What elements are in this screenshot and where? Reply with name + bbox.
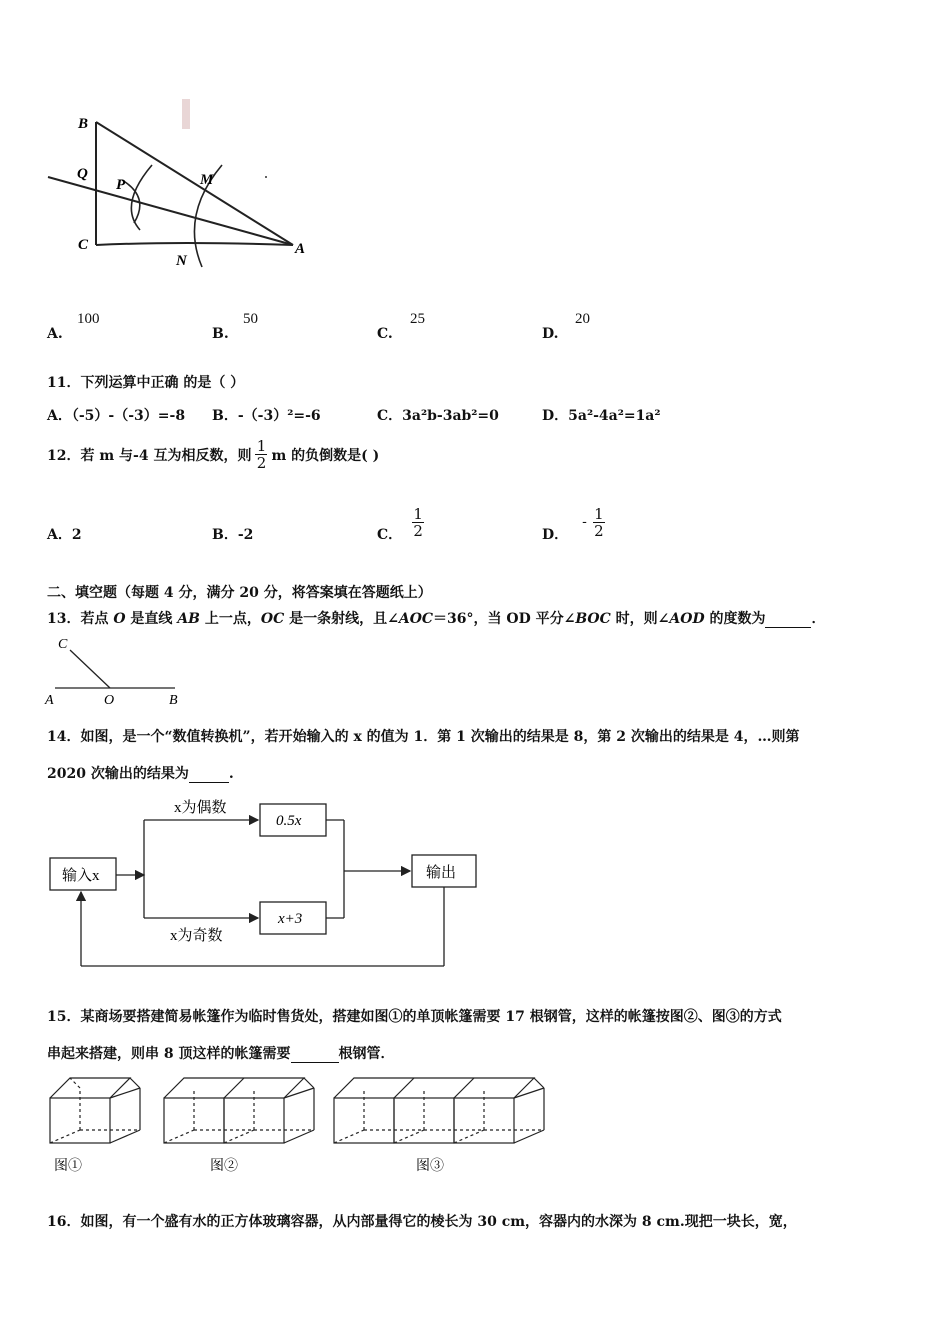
q13-answer-blank[interactable] xyxy=(765,611,811,628)
label-q: Q xyxy=(77,166,88,182)
q15-answer-blank[interactable] xyxy=(291,1046,339,1063)
q10-option-a-value: 100 xyxy=(77,311,100,327)
q14-line2: 2020 次输出的结果为 . xyxy=(47,766,234,782)
q15-line1: 15．某商场要搭建简易帐篷作为临时售货处，搭建如图①的单顶帐篷需要 17 根钢管，这样的帐篷按图②、图③的方式 xyxy=(47,1009,782,1025)
caption-fig2: 图② xyxy=(210,1159,238,1174)
q11-option-c: C．3a²b-3ab²=0 xyxy=(377,408,499,424)
scan-dot xyxy=(265,176,267,178)
q14-answer-blank[interactable] xyxy=(189,766,229,783)
q10-figure xyxy=(40,95,330,280)
q10-option-c-letter: C. xyxy=(377,326,393,342)
output-label: 输出 xyxy=(426,865,457,881)
input-label: 输入x xyxy=(62,868,100,884)
q14-line1: 14．如图，是一个“数值转换机”，若开始输入的 x 的值为 1．第 1 次输出的结果是 8，第 2 次输出的结果是 4，…则第 xyxy=(47,729,800,745)
label-b: B xyxy=(78,116,89,132)
tent-figure-3 xyxy=(334,1078,544,1143)
fig13-label-b: B xyxy=(169,693,178,708)
caption-fig3: 图③ xyxy=(416,1159,444,1174)
label-n: N xyxy=(176,253,187,269)
tent-figure-1 xyxy=(50,1078,140,1143)
even-label: x为偶数 xyxy=(174,800,227,816)
tent-figure-2 xyxy=(164,1078,314,1143)
q11-option-a: A．（-5）-（-3）=-8 xyxy=(47,408,186,424)
q15-line2: 串起来搭建，则串 8 顶这样的帐篷需要 根钢管． xyxy=(47,1046,395,1062)
q16-line1: 16．如图，有一个盛有水的正方体玻璃容器，从内部量得它的棱长为 30 cm，容器内的水深为 8 cm.现把一块长，宽， xyxy=(47,1214,797,1230)
label-c: C xyxy=(78,237,89,253)
q11-stem: 11．下列运算中正确 的是（ ） xyxy=(47,375,245,391)
q12-option-d: D． - $\frac{1}{2}$ xyxy=(542,504,604,543)
scan-artifact xyxy=(182,99,190,129)
q12-option-a: A．2 xyxy=(47,527,82,543)
section2-title: 二、填空题（每题 4 分，满分 20 分，将答案填在答题纸上） xyxy=(47,585,432,601)
q12-option-c: C． $\frac{1}{2}$ xyxy=(377,504,423,543)
q12-option-b: B．-2 xyxy=(212,527,254,543)
label-m: M xyxy=(200,172,214,188)
fig13-label-a: A xyxy=(45,693,54,708)
caption-fig1: 图① xyxy=(54,1159,82,1174)
q10-option-d-value: 20 xyxy=(575,311,590,327)
fig13-label-o: O xyxy=(104,693,115,708)
line-aq xyxy=(48,177,293,245)
label-p: P xyxy=(116,177,126,193)
ray-oc xyxy=(70,650,110,688)
q10-option-b-letter: B. xyxy=(212,326,229,342)
odd-box-label: x+3 xyxy=(278,911,303,927)
q13-figure xyxy=(40,632,200,712)
q10-option-a-letter: A. xyxy=(47,326,63,342)
q11-option-b: B．-（-3）²=-6 xyxy=(212,408,321,424)
arc-p1 xyxy=(131,165,152,230)
q12-stem-fraction: $\frac{1}{2}$ xyxy=(256,437,267,472)
odd-label: x为奇数 xyxy=(170,928,223,944)
q10-option-c-value: 25 xyxy=(410,311,425,327)
q10-option-b-value: 50 xyxy=(243,311,258,327)
q13-stem: 13．若点 O 是直线 AB 上一点，OC 是一条射线，且∠AOC＝36°，当 OD 平分∠BOC 时，则∠AOD 的度数为 ． xyxy=(47,611,826,627)
q15-figures xyxy=(44,1068,554,1180)
label-a: A xyxy=(295,241,306,257)
q14-flowchart xyxy=(40,788,500,978)
even-box-label: 0.5x xyxy=(276,813,302,829)
fig13-label-c: C xyxy=(58,637,68,652)
q10-option-d-letter: D. xyxy=(542,326,559,342)
q12-stem: 12．若 m 与-4 互为相反数，则 $\frac{1}{2}$ m 的负倒数是( ) xyxy=(47,437,380,472)
q11-option-d: D．5a²-4a²=1a² xyxy=(542,408,661,424)
